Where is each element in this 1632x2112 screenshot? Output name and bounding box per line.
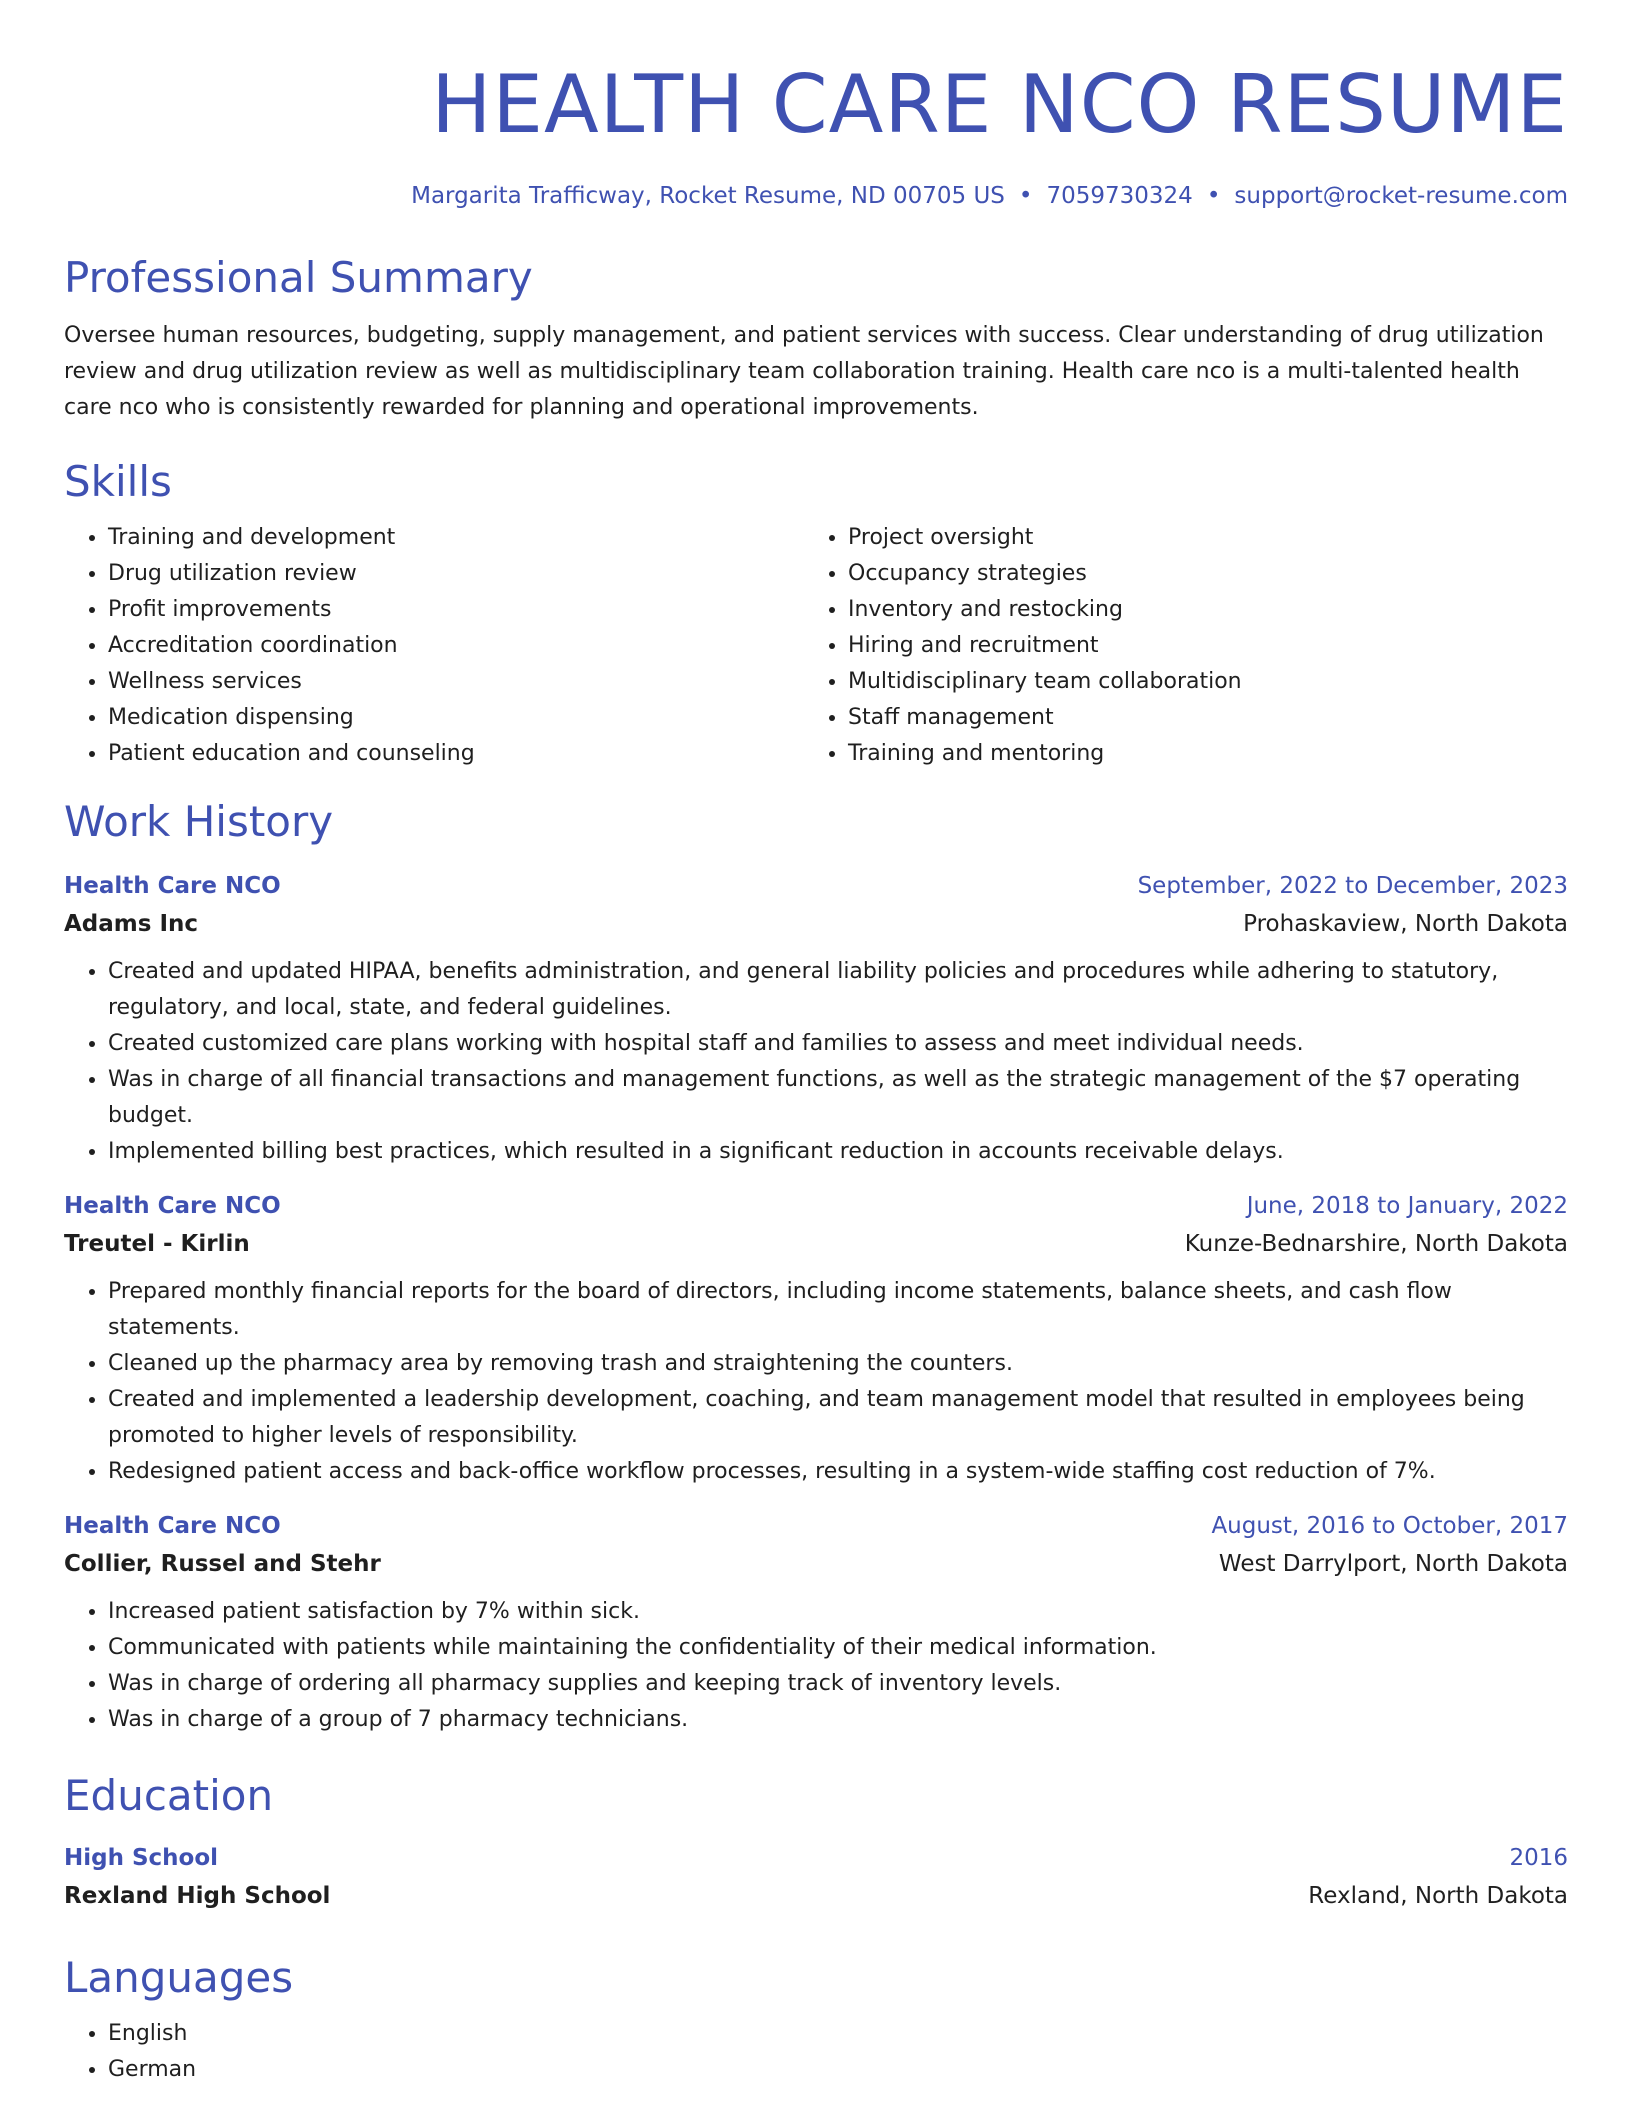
skill-item: • Profit improvements — [108, 592, 804, 628]
skill-item: • Multidisciplinary team collaboration — [848, 664, 1544, 700]
contact-separator: • — [1206, 183, 1221, 209]
skill-item: • Training and development — [108, 520, 804, 556]
skill-item: • Wellness services — [108, 664, 804, 700]
skills-column-left — [64, 520, 804, 772]
education-year: 2016 — [1509, 1845, 1568, 1871]
job-dates: June, 2018 to January, 2022 — [1246, 1193, 1568, 1219]
job-bullet: • Increased patient satisfaction by 7% within sick. — [108, 1594, 1568, 1630]
job-entry — [64, 1508, 1568, 1738]
job-bullet: • Prepared monthly financial reports for the board of directors, including income statements, balance sheets, and cash flow statements. — [108, 1274, 1568, 1346]
skill-item: • Accreditation coordination — [108, 628, 804, 664]
job-role: Health Care NCO — [64, 873, 281, 899]
job-company: Collier, Russel and Stehr — [64, 1551, 381, 1577]
section-heading-work-history: Work History — [64, 797, 334, 846]
job-role: Health Care NCO — [64, 1193, 281, 1219]
contact-phone[interactable]: 7059730324 — [1046, 183, 1193, 209]
skill-item: • Patient education and counseling — [108, 736, 804, 772]
job-bullet: • Was in charge of ordering all pharmacy supplies and keeping track of inventory levels. — [108, 1666, 1568, 1702]
skill-item: • Training and mentoring — [848, 736, 1544, 772]
skill-item: • Hiring and recruitment — [848, 628, 1544, 664]
job-bullet: • Created and implemented a leadership development, coaching, and team management model that resulted in employees being promoted to higher levels of responsibility. — [108, 1382, 1568, 1454]
job-entry — [64, 1188, 1568, 1490]
resume-title: HEALTH CARE NCO RESUME — [431, 58, 1568, 151]
contact-line — [64, 178, 1568, 214]
education-entry — [64, 1840, 1568, 1916]
job-bullet: • Cleaned up the pharmacy area by removing trash and straightening the counters. — [108, 1346, 1568, 1382]
job-company: Treutel - Kirlin — [64, 1231, 250, 1257]
language-item: • English — [108, 2016, 1568, 2052]
education-school: Rexland High School — [64, 1883, 331, 1909]
job-bullet: • Was in charge of a group of 7 pharmacy technicians. — [108, 1702, 1568, 1738]
job-location: Prohaskaview, North Dakota — [1243, 911, 1568, 937]
skills-column-right — [804, 520, 1544, 772]
section-heading-languages: Languages — [64, 1953, 294, 2002]
job-bullet: • Redesigned patient access and back-office workflow processes, resulting in a system-wide staffing cost reduction of 7%. — [108, 1454, 1568, 1490]
section-heading-education: Education — [64, 1771, 274, 1820]
job-bullet: • Communicated with patients while maintaining the confidentiality of their medical information. — [108, 1630, 1568, 1666]
contact-address: Margarita Trafficway, Rocket Resume, ND 00705 US — [411, 183, 1005, 209]
contact-separator: • — [1018, 183, 1033, 209]
language-item: • German — [108, 2052, 1568, 2088]
skill-item: • Occupancy strategies — [848, 556, 1544, 592]
job-dates: August, 2016 to October, 2017 — [1211, 1513, 1568, 1539]
job-bullet: • Created customized care plans working with hospital staff and families to assess and meet individual needs. — [108, 1026, 1568, 1062]
job-location: West Darrylport, North Dakota — [1218, 1551, 1568, 1577]
contact-email[interactable]: support@rocket-resume.com — [1234, 183, 1568, 209]
education-degree: High School — [64, 1845, 219, 1871]
job-company: Adams Inc — [64, 911, 199, 937]
job-bullet: • Implemented billing best practices, which resulted in a significant reduction in accounts receivable delays. — [108, 1134, 1568, 1170]
skill-item: • Drug utilization review — [108, 556, 804, 592]
skill-item: • Project oversight — [848, 520, 1544, 556]
skills-grid — [64, 520, 1568, 772]
skill-item: • Staff management — [848, 700, 1544, 736]
job-role: Health Care NCO — [64, 1513, 281, 1539]
summary-text: Oversee human resources, budgeting, supply management, and patient services with success. Clear understanding of drug utilization review and drug utilization review as well as multidisciplinary team collaboration training. Health care nco is a multi-talented health care nco who is consistently rewarded for planning and operational improvements. — [64, 323, 1544, 420]
job-location: Kunze-Bednarshire, North Dakota — [1184, 1231, 1568, 1257]
section-heading-skills: Skills — [64, 457, 172, 506]
job-bullet: • Was in charge of all financial transactions and management functions, as well as the strategic management of the $7 operating budget. — [108, 1062, 1568, 1134]
job-bullet: • Created and updated HIPAA, benefits administration, and general liability policies and procedures while adhering to statutory, regulatory, and local, state, and federal guidelines. — [108, 954, 1568, 1026]
skill-item: • Medication dispensing — [108, 700, 804, 736]
education-location: Rexland, North Dakota — [1308, 1883, 1568, 1909]
section-heading-summary: Professional Summary — [64, 253, 533, 302]
languages-list — [64, 2016, 1568, 2088]
skill-item: • Inventory and restocking — [848, 592, 1544, 628]
job-entry — [64, 868, 1568, 1170]
job-dates: September, 2022 to December, 2023 — [1137, 873, 1568, 899]
